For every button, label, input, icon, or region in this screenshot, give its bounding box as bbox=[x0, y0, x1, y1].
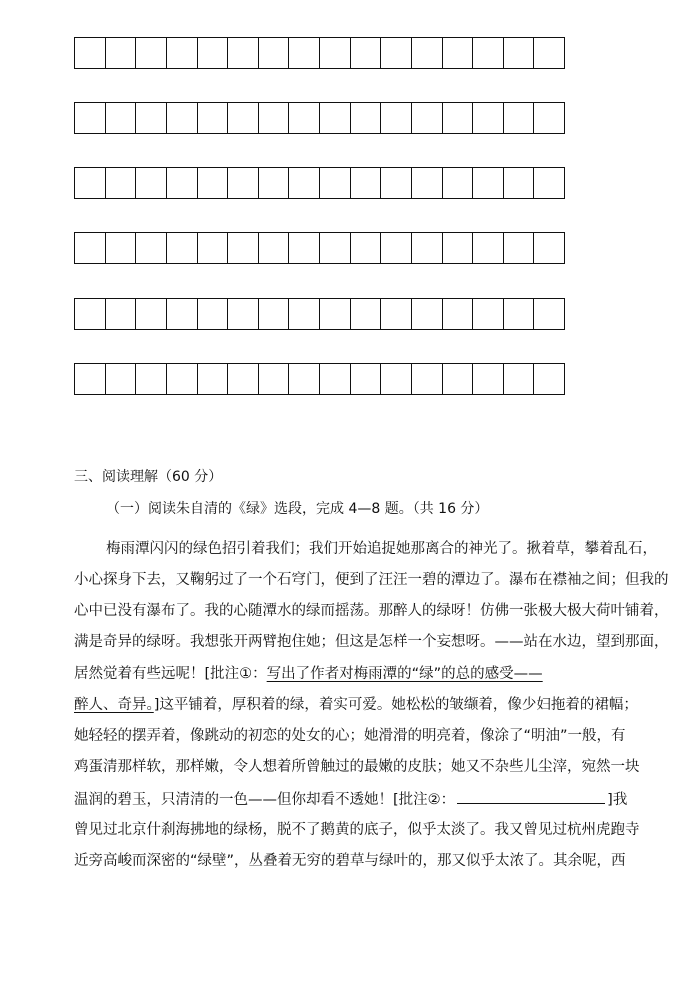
grid-cell[interactable] bbox=[534, 233, 565, 263]
grid-cell[interactable] bbox=[320, 233, 351, 263]
grid-cell[interactable] bbox=[136, 364, 167, 394]
grid-cell[interactable] bbox=[412, 103, 443, 133]
grid-cell[interactable] bbox=[351, 233, 382, 263]
grid-cell[interactable] bbox=[412, 233, 443, 263]
grid-cell[interactable] bbox=[320, 103, 351, 133]
grid-cell[interactable] bbox=[381, 233, 412, 263]
grid-cell[interactable] bbox=[381, 364, 412, 394]
grid-cell[interactable] bbox=[381, 168, 412, 198]
passage-line: 心中已没有瀑布了。我的心随潭水的绿而摇荡。那醉人的绿呀！仿佛一张极大极大荷叶铺着， bbox=[74, 603, 669, 619]
grid-cell[interactable] bbox=[228, 364, 259, 394]
grid-cell[interactable] bbox=[167, 168, 198, 198]
grid-cell[interactable] bbox=[75, 299, 106, 329]
grid-cell[interactable] bbox=[473, 38, 504, 68]
grid-cell[interactable] bbox=[534, 299, 565, 329]
grid-cell[interactable] bbox=[381, 38, 412, 68]
grid-cell[interactable] bbox=[504, 233, 535, 263]
grid-cell[interactable] bbox=[75, 233, 106, 263]
grid-cell[interactable] bbox=[136, 103, 167, 133]
grid-cell[interactable] bbox=[351, 103, 382, 133]
grid-cell[interactable] bbox=[412, 364, 443, 394]
grid-cell[interactable] bbox=[259, 168, 290, 198]
grid-cell[interactable] bbox=[412, 38, 443, 68]
grid-cell[interactable] bbox=[443, 364, 474, 394]
grid-cell[interactable] bbox=[198, 233, 229, 263]
grid-cell[interactable] bbox=[534, 364, 565, 394]
grid-cell[interactable] bbox=[381, 299, 412, 329]
grid-cell[interactable] bbox=[320, 38, 351, 68]
grid-cell[interactable] bbox=[443, 299, 474, 329]
grid-cell[interactable] bbox=[75, 38, 106, 68]
grid-cell[interactable] bbox=[443, 38, 474, 68]
grid-cell[interactable] bbox=[106, 364, 137, 394]
grid-cell[interactable] bbox=[381, 103, 412, 133]
grid-cell[interactable] bbox=[198, 103, 229, 133]
grid-cell[interactable] bbox=[412, 168, 443, 198]
grid-row bbox=[74, 167, 565, 199]
grid-cell[interactable] bbox=[534, 168, 565, 198]
grid-cell[interactable] bbox=[106, 38, 137, 68]
passage-line: 她轻轻的摆弄着，像跳动的初恋的处女的心；她滑滑的明亮着，像涂了“明油”一般，有 bbox=[74, 728, 626, 744]
grid-cell[interactable] bbox=[473, 364, 504, 394]
grid-cell[interactable] bbox=[412, 299, 443, 329]
grid-cell[interactable] bbox=[351, 299, 382, 329]
passage-line bbox=[74, 789, 627, 810]
grid-cell[interactable] bbox=[289, 233, 320, 263]
grid-cell[interactable] bbox=[289, 168, 320, 198]
grid-cell[interactable] bbox=[320, 168, 351, 198]
annotation-2-blank[interactable] bbox=[457, 789, 605, 804]
grid-cell[interactable] bbox=[228, 168, 259, 198]
grid-cell[interactable] bbox=[289, 103, 320, 133]
grid-cell[interactable] bbox=[167, 103, 198, 133]
grid-cell[interactable] bbox=[504, 299, 535, 329]
grid-cell[interactable] bbox=[167, 233, 198, 263]
passage-text: ]这平铺着，厚积着的绿，着实可爱。她松松的皱缬着，像少妇拖着的裙幅； bbox=[153, 697, 638, 713]
grid-cell[interactable] bbox=[75, 364, 106, 394]
passage-text: 温润的碧玉，只清清的一色——但你却看不透她！[批注②： bbox=[74, 792, 456, 808]
grid-cell[interactable] bbox=[289, 299, 320, 329]
grid-cell[interactable] bbox=[443, 103, 474, 133]
grid-cell[interactable] bbox=[167, 299, 198, 329]
sub-heading: （一）阅读朱自清的《绿》选段，完成 4—8 题。（共 16 分） bbox=[106, 501, 489, 517]
grid-cell[interactable] bbox=[198, 38, 229, 68]
grid-cell[interactable] bbox=[136, 38, 167, 68]
passage-text: ]我 bbox=[607, 792, 628, 808]
grid-cell[interactable] bbox=[504, 38, 535, 68]
grid-cell[interactable] bbox=[259, 233, 290, 263]
passage-text: 居然觉着有些远呢！[批注①： bbox=[74, 666, 267, 682]
passage-line bbox=[74, 695, 638, 715]
grid-cell[interactable] bbox=[198, 299, 229, 329]
passage-line: 近旁高峻而深密的“绿壁”，丛叠着无穷的碧草与绿叶的，那又似乎太浓了。其余呢，西 bbox=[74, 853, 626, 869]
grid-cell[interactable] bbox=[106, 299, 137, 329]
grid-cell[interactable] bbox=[259, 103, 290, 133]
grid-cell[interactable] bbox=[136, 233, 167, 263]
grid-cell[interactable] bbox=[534, 103, 565, 133]
grid-cell[interactable] bbox=[320, 364, 351, 394]
grid-row bbox=[74, 298, 565, 330]
grid-cell[interactable] bbox=[504, 168, 535, 198]
section-heading: 三、阅读理解（60 分） bbox=[74, 469, 223, 485]
grid-cell[interactable] bbox=[473, 233, 504, 263]
grid-cell[interactable] bbox=[534, 38, 565, 68]
grid-row bbox=[74, 102, 565, 134]
grid-cell[interactable] bbox=[473, 168, 504, 198]
annotation-1-text: 醉人、奇异。 bbox=[74, 697, 154, 713]
grid-cell[interactable] bbox=[473, 299, 504, 329]
passage-line: 满是奇异的绿呀。我想张开两臂抱住她；但这是怎样一个妄想呀。——站在水边，望到那面， bbox=[74, 634, 669, 650]
grid-cell[interactable] bbox=[259, 364, 290, 394]
grid-cell[interactable] bbox=[320, 299, 351, 329]
grid-cell[interactable] bbox=[259, 38, 290, 68]
grid-cell[interactable] bbox=[136, 168, 167, 198]
grid-cell[interactable] bbox=[198, 364, 229, 394]
grid-cell[interactable] bbox=[289, 364, 320, 394]
grid-cell[interactable] bbox=[75, 168, 106, 198]
grid-cell[interactable] bbox=[259, 299, 290, 329]
grid-cell[interactable] bbox=[228, 233, 259, 263]
grid-cell[interactable] bbox=[443, 168, 474, 198]
grid-cell[interactable] bbox=[75, 103, 106, 133]
passage-line: 鸡蛋清那样软，那样嫩，令人想着所曾触过的最嫩的皮肤；她又不杂些儿尘滓，宛然一块 bbox=[74, 759, 640, 775]
grid-cell[interactable] bbox=[351, 364, 382, 394]
grid-row bbox=[74, 37, 565, 69]
grid-cell[interactable] bbox=[443, 233, 474, 263]
grid-cell[interactable] bbox=[228, 38, 259, 68]
passage-line: 曾见过北京什刹海拂地的绿杨，脱不了鹅黄的底子，似乎太淡了。我又曾见过杭州虎跑寺 bbox=[74, 822, 640, 838]
grid-cell[interactable] bbox=[228, 103, 259, 133]
grid-cell[interactable] bbox=[351, 38, 382, 68]
grid-cell[interactable] bbox=[106, 168, 137, 198]
grid-cell[interactable] bbox=[228, 299, 259, 329]
grid-cell[interactable] bbox=[473, 103, 504, 133]
grid-cell[interactable] bbox=[504, 103, 535, 133]
grid-cell[interactable] bbox=[289, 38, 320, 68]
grid-row bbox=[74, 232, 565, 264]
grid-cell[interactable] bbox=[106, 103, 137, 133]
grid-cell[interactable] bbox=[167, 38, 198, 68]
passage-line bbox=[74, 664, 543, 684]
annotation-1-text: 写出了作者对梅雨潭的“绿”的总的感受—— bbox=[266, 666, 543, 682]
grid-cell[interactable] bbox=[167, 364, 198, 394]
passage-line: 小心探身下去，又鞠躬过了一个石穹门，便到了汪汪一碧的潭边了。瀑布在襟袖之间；但我的 bbox=[74, 572, 669, 588]
grid-cell[interactable] bbox=[136, 299, 167, 329]
grid-cell[interactable] bbox=[504, 364, 535, 394]
passage-line: 梅雨潭闪闪的绿色招引着我们；我们开始追捉她那离合的神光了。揪着草，攀着乱石， bbox=[106, 541, 657, 557]
grid-cell[interactable] bbox=[351, 168, 382, 198]
grid-cell[interactable] bbox=[198, 168, 229, 198]
grid-row bbox=[74, 363, 565, 395]
grid-cell[interactable] bbox=[106, 233, 137, 263]
